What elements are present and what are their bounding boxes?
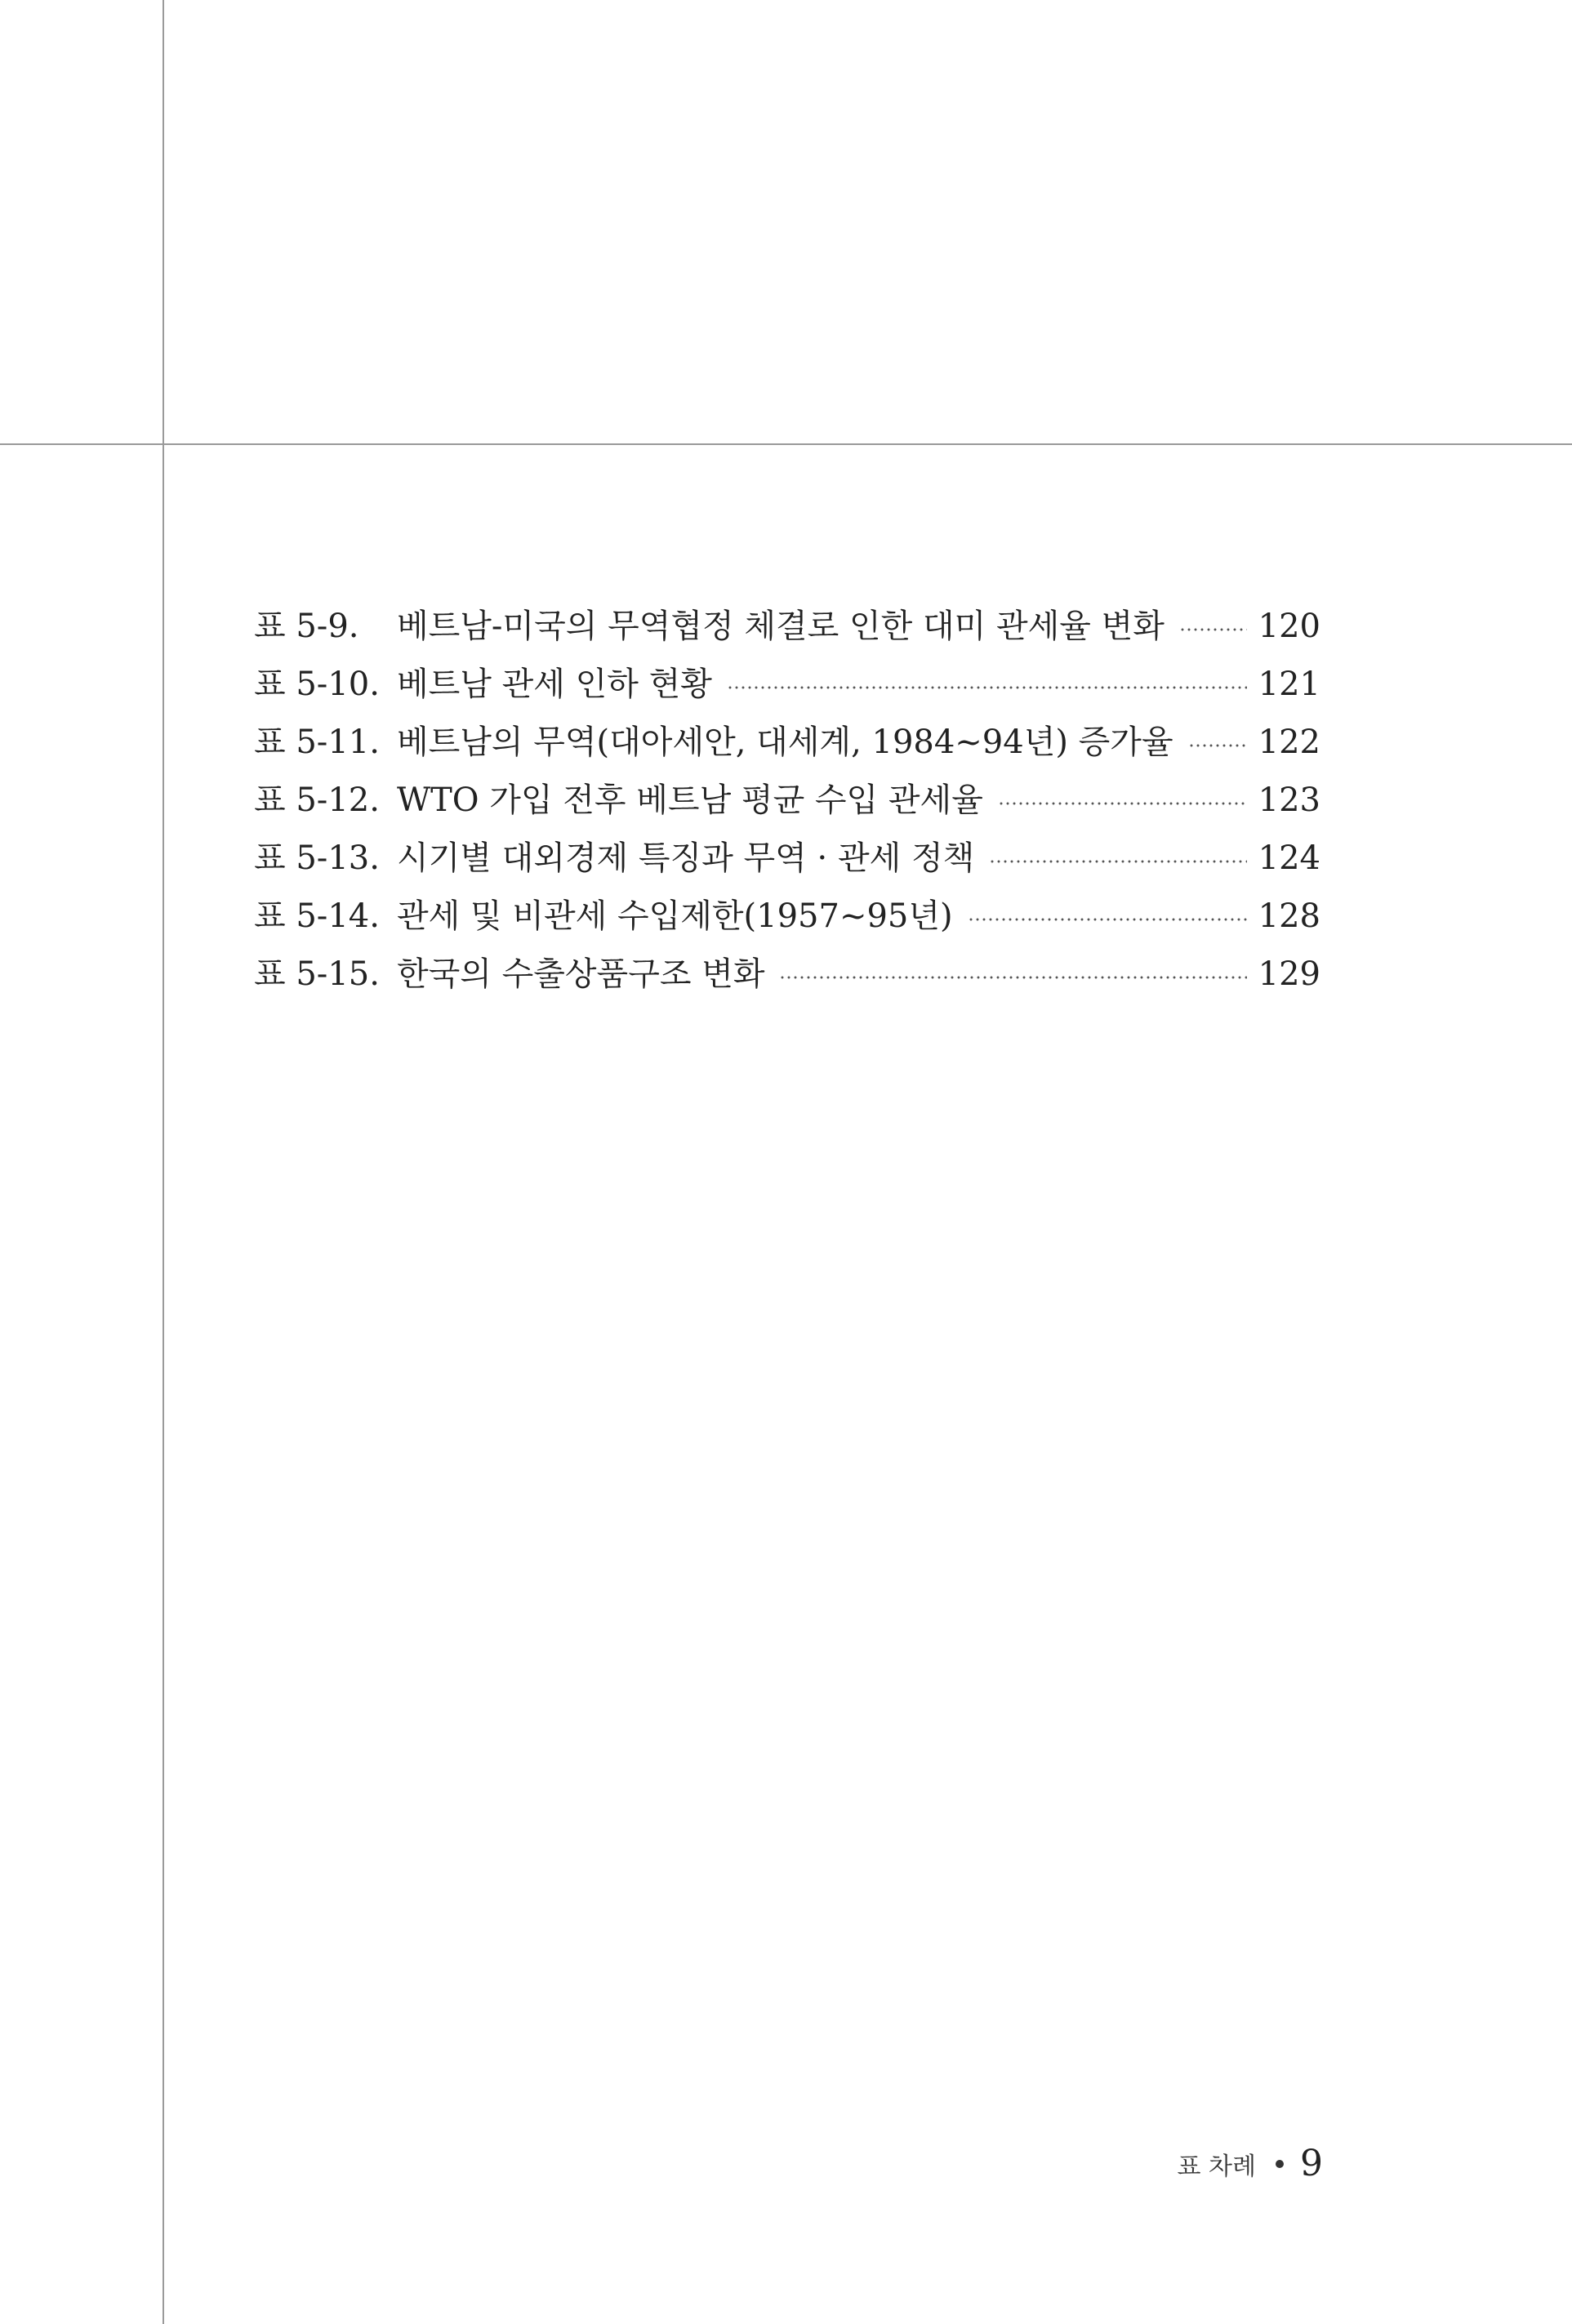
toc-entry-page: 120 — [1258, 607, 1320, 645]
toc-entry-number: 표 5-12. — [254, 781, 380, 819]
dot-leader — [1188, 744, 1247, 747]
toc-entry-number: 표 5-14. — [254, 897, 380, 935]
toc-entry-title: 한국의 수출상품구조 변화 — [397, 955, 765, 993]
footer-page-number: 9 — [1300, 2143, 1323, 2184]
footer-section-label: 표 차례 — [1177, 2152, 1256, 2181]
toc-entry-title: 베트남 관세 인하 현황 — [397, 665, 712, 703]
toc-entry-page: 121 — [1258, 665, 1320, 703]
toc-entry[interactable] — [254, 829, 1320, 887]
dot-leader — [727, 686, 1247, 689]
toc-entry-page: 122 — [1258, 723, 1320, 761]
toc-entry-number: 표 5-11. — [254, 723, 380, 761]
toc-entry-title: 베트남의 무역(대아세안, 대세계, 1984~94년) 증가율 — [397, 723, 1173, 761]
toc-entry-page: 123 — [1258, 781, 1320, 819]
dot-leader — [998, 802, 1247, 805]
toc-entry-number: 표 5-10. — [254, 665, 380, 703]
crop-mark-horizontal — [0, 443, 1572, 445]
toc-entry-label — [254, 607, 1165, 645]
toc-entry[interactable] — [254, 945, 1320, 1003]
toc-entry[interactable] — [254, 771, 1320, 829]
toc-entry-label — [254, 897, 953, 935]
toc-entry-number: 표 5-15. — [254, 955, 380, 993]
table-of-contents — [254, 597, 1320, 1003]
toc-entry-label — [254, 955, 765, 993]
toc-entry-title: 시기별 대외경제 특징과 무역 · 관세 정책 — [397, 839, 975, 877]
dot-leader — [968, 918, 1247, 921]
toc-entry-title: 베트남-미국의 무역협정 체결로 인한 대미 관세율 변화 — [397, 607, 1165, 645]
toc-entry-title: WTO 가입 전후 베트남 평균 수입 관세율 — [397, 781, 983, 819]
dot-leader — [779, 976, 1246, 979]
toc-entry[interactable] — [254, 887, 1320, 945]
toc-entry-label — [254, 781, 983, 819]
toc-entry-number: 표 5-9. — [254, 607, 359, 645]
page-footer — [1178, 2143, 1323, 2184]
crop-mark-vertical — [163, 0, 164, 2324]
dot-leader — [989, 860, 1246, 863]
toc-entry-label — [254, 839, 975, 877]
toc-entry-number: 표 5-13. — [254, 839, 380, 877]
toc-entry-page: 129 — [1258, 955, 1320, 993]
dot-leader — [1179, 628, 1247, 631]
toc-entry-page: 124 — [1258, 839, 1320, 877]
toc-entry-title: 관세 및 비관세 수입제한(1957~95년) — [397, 897, 953, 935]
toc-entry-page: 128 — [1258, 897, 1320, 935]
toc-entry[interactable] — [254, 655, 1320, 713]
bullet-icon — [1276, 2160, 1284, 2168]
toc-entry[interactable] — [254, 597, 1320, 655]
toc-entry-label — [254, 665, 712, 703]
toc-entry-label — [254, 723, 1173, 761]
toc-entry[interactable] — [254, 713, 1320, 771]
